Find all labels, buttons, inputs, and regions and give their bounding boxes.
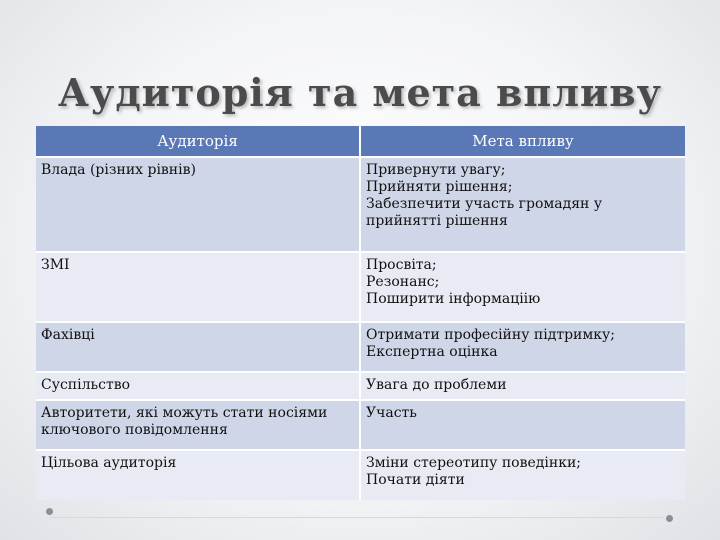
audience-cell: ЗМІ xyxy=(36,252,360,322)
audience-cell: Цільова аудиторія xyxy=(36,450,360,500)
audience-cell: Авторитети, які можуть стати носіями ключового повідомлення xyxy=(36,400,360,450)
audience-table xyxy=(36,126,685,500)
table-row xyxy=(36,252,685,322)
goal-cell: Просвіта; Резонанс; Поширити інформаціію xyxy=(360,252,685,322)
table-row xyxy=(36,157,685,252)
goal-cell: Зміни стереотипу поведінки; Почати діяти xyxy=(360,450,685,500)
goal-cell: Увага до проблеми xyxy=(360,372,685,400)
table-row xyxy=(36,450,685,500)
table-row xyxy=(36,400,685,450)
decorative-dot-left xyxy=(46,508,53,515)
table-row xyxy=(36,372,685,400)
table-header-row xyxy=(36,126,685,157)
slide-title: Аудиторія та мета впливу xyxy=(58,70,662,115)
table-row xyxy=(36,322,685,372)
audience-cell: Фахівці xyxy=(36,322,360,372)
decorative-dot-right xyxy=(666,515,673,522)
header-goal: Мета впливу xyxy=(360,126,685,157)
goal-cell: Отримати професійну підтримку; Експертна оцінка xyxy=(360,322,685,372)
goal-cell: Привернути увагу; Прийняти рішення; Забезпечити участь громадян у прийнятті рішення xyxy=(360,157,685,252)
header-audience: Аудиторія xyxy=(36,126,360,157)
audience-cell: Влада (різних рівнів) xyxy=(36,157,360,252)
audience-cell: Суспільство xyxy=(36,372,360,400)
decorative-line xyxy=(50,517,664,518)
goal-cell: Участь xyxy=(360,400,685,450)
